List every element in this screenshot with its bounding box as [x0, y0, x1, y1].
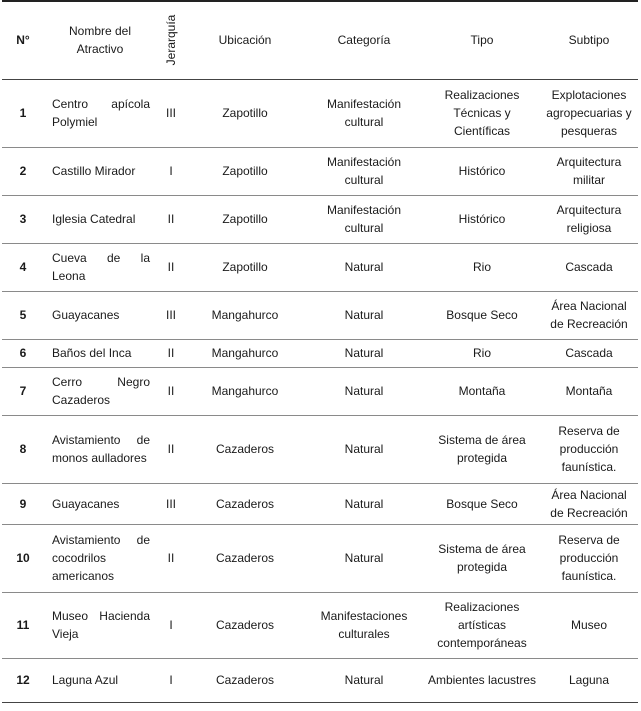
cell-num: 10 [16, 551, 30, 565]
header-num: N° [16, 33, 30, 48]
cell-name: Avistamiento de cocodrilos americanos [52, 533, 150, 583]
cell-name: Castillo Mirador [52, 164, 136, 178]
table-row [2, 367, 638, 415]
cell-type: Bosque Seco [446, 496, 518, 511]
header-location: Ubicación [218, 33, 272, 48]
header-name: Nombre del Atractivo [68, 24, 132, 57]
header-type: Tipo [470, 33, 494, 48]
cell-location: Zapotillo [222, 164, 268, 178]
table-row [2, 195, 638, 243]
cell-num: 3 [19, 212, 27, 226]
cell-name: Centro apícola Polymiel [52, 97, 150, 129]
cell-location: Mangahurco [211, 346, 279, 360]
cell-name: Guayacanes [52, 308, 120, 322]
cell-num: 9 [19, 496, 27, 511]
table-body [2, 79, 638, 702]
cell-name: Museo Hacienda Vieja [52, 609, 150, 641]
cell-hierarchy: II [167, 384, 175, 398]
cell-location: Zapotillo [222, 260, 268, 274]
cell-hierarchy: I [169, 673, 173, 687]
table-row [2, 147, 638, 195]
cell-location: Cazaderos [215, 442, 275, 456]
cell-hierarchy: I [169, 164, 173, 178]
cell-subtype: Laguna [568, 673, 610, 687]
cell-category: Manifestaciones culturales [320, 609, 408, 641]
table-row [2, 658, 638, 702]
cell-name: Laguna Azul [52, 673, 119, 687]
table-row [2, 79, 638, 147]
cell-num: 1 [19, 106, 27, 120]
cell-type: Rio [472, 260, 491, 274]
cell-subtype: Área Nacional de Recreación [550, 487, 628, 520]
table-row [2, 243, 638, 291]
header-hierarchy-wrap [156, 3, 186, 77]
cell-subtype: Área Nacional de Recreación [550, 299, 628, 331]
cell-type: Realizaciones Técnicas y Científicas [444, 88, 520, 138]
cell-location: Mangahurco [211, 384, 279, 398]
cell-location: Cazaderos [215, 673, 275, 687]
cell-name: Cerro Negro Cazaderos [52, 375, 150, 407]
cell-hierarchy: II [167, 346, 175, 360]
cell-num: 11 [16, 618, 30, 632]
cell-num: 4 [19, 260, 27, 274]
cell-type: Rio [472, 346, 491, 360]
cell-location: Zapotillo [222, 106, 268, 120]
cell-subtype: Arquitectura religiosa [556, 203, 622, 235]
cell-hierarchy: III [165, 496, 176, 511]
cell-category: Natural [344, 551, 384, 565]
cell-name: Iglesia Catedral [52, 212, 136, 226]
cell-category: Natural [344, 260, 384, 274]
cell-category: Manifestación cultural [326, 203, 402, 235]
cell-hierarchy: I [169, 618, 173, 632]
cell-category: Natural [344, 308, 384, 322]
cell-type: Bosque Seco [446, 308, 518, 322]
cell-hierarchy: II [167, 442, 175, 456]
cell-num: 7 [19, 384, 27, 398]
cell-type: Histórico [458, 164, 506, 178]
cell-subtype: Montaña [565, 384, 613, 398]
cell-hierarchy: II [167, 551, 175, 565]
cell-category: Natural [344, 346, 384, 360]
cell-hierarchy: III [165, 106, 176, 120]
cell-category: Natural [344, 673, 384, 687]
cell-name: Baños del Inca [52, 346, 132, 360]
cell-subtype: Arquitectura militar [556, 155, 622, 187]
header-hierarchy: Jerarquía [164, 14, 178, 66]
cell-type: Histórico [458, 212, 506, 226]
cell-category: Manifestación cultural [326, 155, 402, 187]
cell-location: Cazaderos [215, 618, 275, 632]
cell-category: Natural [344, 442, 384, 456]
cell-subtype: Reserva de producción faunística. [558, 533, 620, 583]
cell-num: 5 [19, 308, 27, 322]
cell-location: Cazaderos [215, 496, 275, 511]
table-row [2, 415, 638, 483]
cell-name: Guayacanes [52, 496, 120, 511]
cell-hierarchy: II [167, 260, 175, 274]
cell-category: Natural [344, 384, 384, 398]
cell-location: Mangahurco [211, 308, 279, 322]
cell-location: Zapotillo [222, 212, 268, 226]
cell-type: Realizaciones artísticas contemporáneas [437, 600, 527, 650]
table-row [2, 339, 638, 367]
cell-num: 6 [19, 346, 27, 360]
header-subtype: Subtipo [568, 33, 610, 48]
table-row [2, 592, 638, 658]
header-category: Categoría [337, 33, 391, 48]
cell-num: 12 [16, 673, 30, 687]
header-row [2, 1, 638, 79]
cell-category: Manifestación cultural [326, 97, 402, 129]
cell-subtype: Cascada [565, 346, 613, 360]
cell-hierarchy: III [165, 308, 176, 322]
cell-subtype: Cascada [565, 260, 613, 274]
cell-type: Ambientes lacustres [427, 673, 537, 687]
attractions-table [2, 0, 638, 703]
cell-subtype: Explotaciones agropecuarias y pesqueras [546, 88, 632, 138]
cell-name: Avistamiento de monos aulladores [52, 433, 150, 465]
table-row [2, 524, 638, 592]
cell-num: 2 [19, 164, 27, 178]
cell-num: 8 [19, 442, 27, 456]
table-row [2, 483, 638, 524]
cell-location: Cazaderos [215, 551, 275, 565]
cell-category: Natural [344, 496, 384, 511]
cell-hierarchy: II [167, 212, 175, 226]
cell-name: Cueva de la Leona [52, 251, 150, 283]
cell-type: Sistema de área protegida [438, 433, 526, 465]
table-row [2, 291, 638, 339]
cell-type: Montaña [458, 384, 506, 398]
cell-subtype: Museo [570, 618, 608, 632]
header-hierarchy-cell [156, 1, 186, 79]
table-header [2, 1, 638, 79]
cell-type: Sistema de área protegida [438, 542, 526, 574]
cell-subtype: Reserva de producción faunística. [558, 424, 620, 474]
